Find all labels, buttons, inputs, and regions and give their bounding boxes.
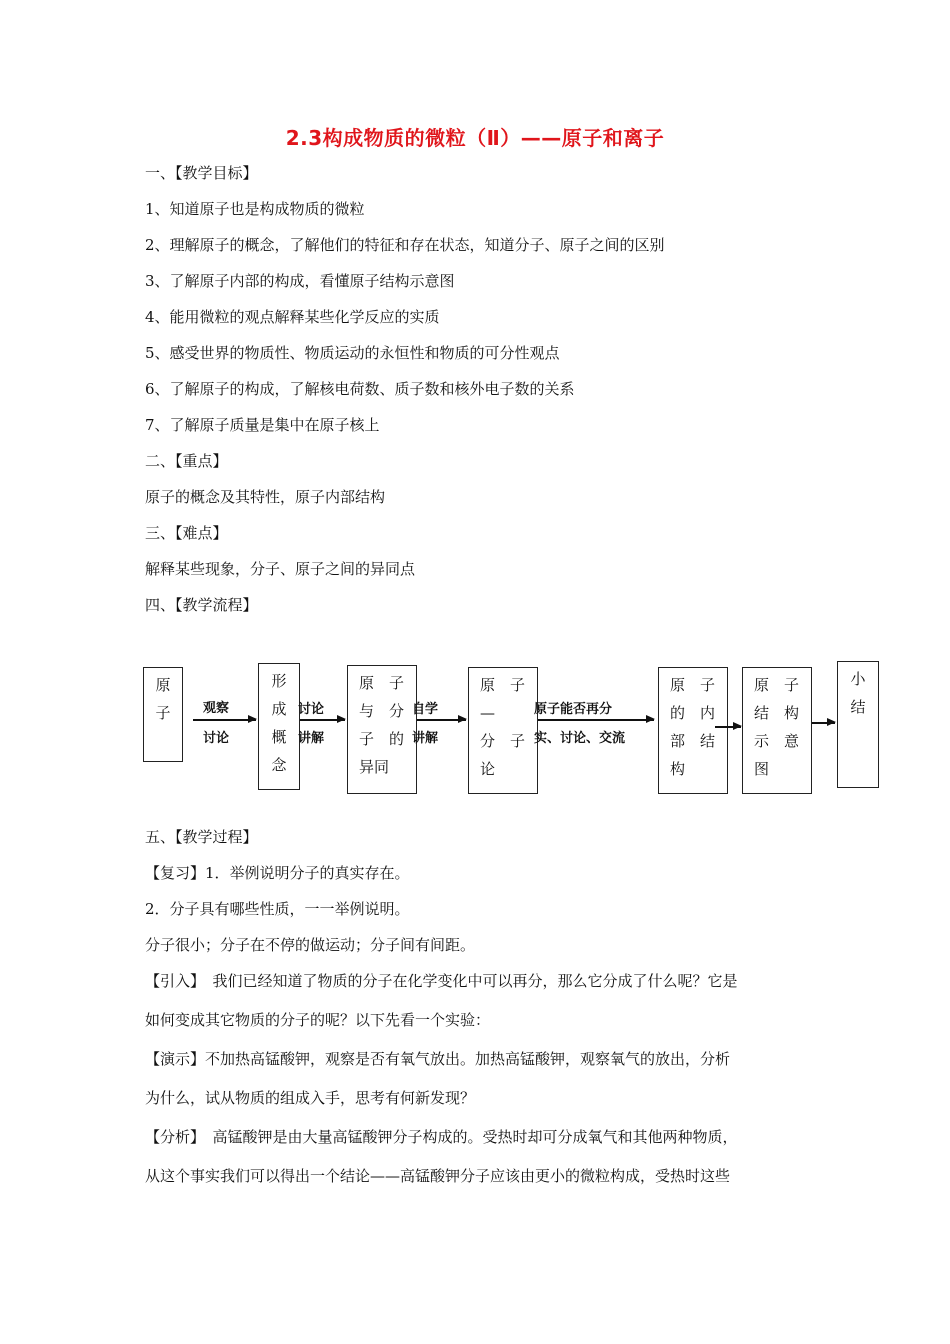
goal-item: 5、感受世界的物质性、物质运动的永恒性和物质的可分性观点	[145, 344, 560, 362]
flow-box-text: 原 子	[480, 676, 526, 694]
flow-box-text: 的 内	[670, 704, 716, 722]
difficulties-text: 解释某些现象，分子、原子之间的异同点	[145, 560, 416, 578]
flow-box-text: 异同	[359, 758, 390, 776]
flow-box-concept	[258, 663, 300, 790]
flow-box-text: 结	[850, 698, 866, 716]
process-line: 【引入】 我们已经知道了物质的分子在化学变化中可以再分，那么它分成了什么呢？它是	[145, 972, 738, 990]
goal-item: 2、理解原子的概念，了解他们的特征和存在状态，知道分子、原子之间的区别	[145, 236, 665, 254]
process-line: 2．分子具有哪些性质，一一举例说明。	[145, 900, 410, 918]
process-line: 【演示】不加热高锰酸钾，观察是否有氧气放出。加热高锰酸钾，观察氧气的放出，分析	[145, 1050, 731, 1068]
process-line: 为什么，试从物质的组成入手，思考有何新发现？	[145, 1089, 476, 1107]
flow-box-text: 原 子	[670, 676, 716, 694]
flow-arrow	[193, 719, 256, 721]
goal-item: 6、了解原子的构成，了解核电荷数、质子数和核外电子数的关系	[145, 380, 575, 398]
goals-heading: 一、【教学目标】	[145, 164, 258, 182]
flow-label-discuss: 讨论	[298, 702, 325, 717]
flow-box-text: 原 子	[754, 676, 800, 694]
key-points-text: 原子的概念及其特性，原子内部结构	[145, 488, 386, 506]
flow-box-text: 与 分	[359, 702, 405, 720]
process-line: 【分析】 高锰酸钾是由大量高锰酸钾分子构成的。受热时却可分成氧气和其他两种物质，	[145, 1128, 738, 1146]
flow-arrow	[417, 719, 466, 721]
goal-item: 3、了解原子内部的构成，看懂原子结构示意图	[145, 272, 455, 290]
flow-box-text: 示 意	[754, 732, 800, 750]
flow-box-text: 构	[670, 760, 686, 778]
flow-label-explain: 讲解	[412, 731, 439, 746]
flow-box-molecule-atom-compare	[347, 665, 417, 794]
process-line: 【复习】1．举例说明分子的真实存在。	[145, 864, 410, 882]
flow-label-atom-divisible: 原子能否再分	[534, 702, 613, 717]
flow-arrow	[300, 719, 345, 721]
flow-box-structure-diagram	[742, 667, 812, 794]
flow-box-text: 图	[754, 760, 770, 778]
process-line: 分子很小；分子在不停的做运动；分子间有间距。	[145, 936, 476, 954]
flow-box-text: —	[480, 704, 495, 722]
difficulties-heading: 三、【难点】	[145, 524, 228, 542]
goal-item: 4、能用微粒的观点解释某些化学反应的实质	[145, 308, 440, 326]
process-line: 从这个事实我们可以得出一个结论——高锰酸钾分子应该由更小的微粒构成，受热时这些	[145, 1167, 731, 1185]
flow-box-text: 分 子	[480, 732, 526, 750]
flow-label-experiment-discuss: 实、讨论、交流	[534, 731, 626, 746]
flow-label-self-study: 自学	[412, 702, 439, 717]
flow-box-text: 原	[155, 676, 171, 694]
document-title: 2.3构成物质的微粒（Ⅱ）——原子和离子	[285, 126, 665, 150]
flow-box-text: 论	[480, 760, 496, 778]
key-points-heading: 二、【重点】	[145, 452, 228, 470]
flow-box-text: 概	[271, 728, 287, 746]
flow-box-molecular-atomic-theory	[468, 667, 538, 794]
flow-box-text: 形	[271, 672, 287, 690]
flow-box-text: 子	[155, 704, 171, 722]
flow-box-text: 成	[271, 700, 287, 718]
flow-box-text: 部 结	[670, 732, 716, 750]
process-line: 如何变成其它物质的分子的呢？以下先看一个实验：	[145, 1011, 491, 1029]
flow-label-explain: 讲解	[298, 731, 325, 746]
flow-box-text: 念	[271, 756, 287, 774]
goal-item: 1、知道原子也是构成物质的微粒	[145, 200, 365, 218]
goal-item: 7、了解原子质量是集中在原子核上	[145, 416, 380, 434]
flow-box-atom	[143, 667, 183, 762]
flow-label-observe: 观察	[203, 701, 230, 716]
flow-label-discuss: 讨论	[203, 731, 230, 746]
flow-box-text: 原 子	[359, 674, 405, 692]
flow-arrow	[812, 722, 835, 724]
flow-box-text: 子 的	[359, 730, 405, 748]
flow-arrow	[538, 719, 654, 721]
flow-box-text: 结 构	[754, 704, 800, 722]
process-heading: 五、【教学过程】	[145, 828, 258, 846]
flow-box-text: 小	[850, 670, 866, 688]
flow-heading: 四、【教学流程】	[145, 596, 258, 614]
flow-box-summary	[837, 661, 879, 788]
flow-box-atom-structure	[658, 667, 728, 794]
flow-arrow	[715, 726, 741, 728]
